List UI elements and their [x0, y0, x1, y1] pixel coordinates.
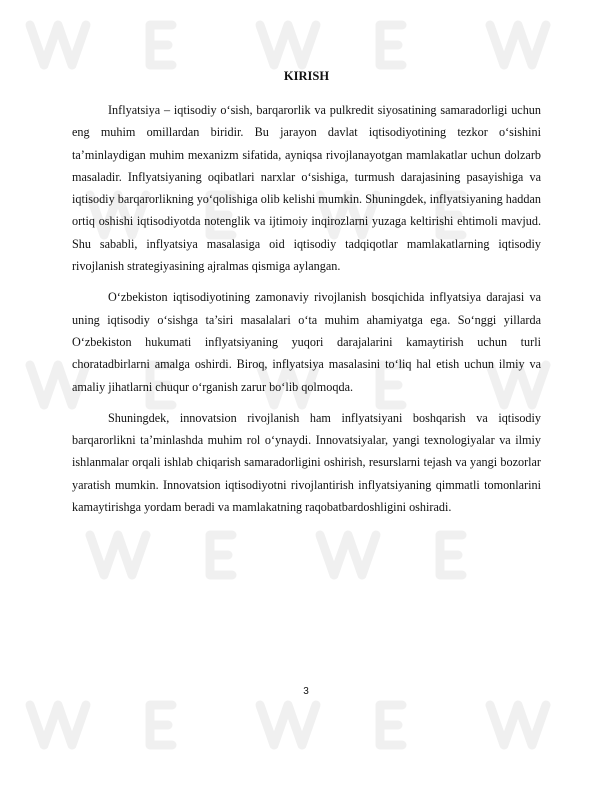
document-page: [72, 60, 541, 527]
paragraph-1: Inflyatsiya – iqtisodiy o‘sish, barqarorlik va pulkredit siyosatining samaradorligi uchun eng muhim omillardan biridir. Bu jarayon davlat iqtisodiyotining tezkor o‘sishini ta’minlaydigan muhim mexanizm sifatida, ayniqsa rivojlanayotgan mamlakatlar uchun dolzarb masaladir. Inflyatsiyaning oqibatlari narxlar o‘sishiga, turmush darajasining pasayishiga va iqtisodiy barqarorlikning yo‘qolishiga olib kelishi mumkin. Shuningdek, inflyatsiyaning haddan ortiq oshishi iqtisodiyotda notenglik va ijtimoiy inqirozlarni yuzaga keltirishi ehtimoli mavjud. Shu sababli, inflyatsiya masalasiga oid iqtisodiy tadqiqotlar mamlakatlarning iqtisodiy rivojlanish strategiyasining ajralmas qismiga aylangan.: [72, 103, 541, 274]
page-title: KIRISH: [283, 69, 330, 83]
page-number: 3: [303, 686, 309, 697]
paragraph-2: O‘zbekiston iqtisodiyotining zamonaviy rivojlanish bosqichida inflyatsiya darajasi va uning iqtisodiy o‘sishga ta’siri masalalari o‘ta muhim ahamiyatga ega. So‘nggi yillarda O‘zbekiston hukumati inflyatsiyaning yuqori darajalarini kamaytirish uchun turli choratadbirlarni amalga oshirdi. Biroq, inflyatsiya masalasini to‘liq hal etish uchun ilmiy va amaliy jihatlarni chuqur o‘rganish zarur bo‘lib qolmoqda.: [72, 290, 541, 394]
paragraph-3: Shuningdek, innovatsion rivojlanish ham inflyatsiyani boshqarish va iqtisodiy barqarorlikni ta’minlashda muhim rol o‘ynaydi. Innovatsiyalar, yangi texnologiyalar va ilmiy ishlanmalar orqali ishlab chiqarish samaradorligini oshirish, resurslarni tejash va yangi bozorlar yaratish mumkin. Innovatsion iqtisodiyotni rivojlantirish inflyatsiyaning qimmatli tomonlarini kamaytirishga yordam beradi va mamlakatning raqobatbardoshligini oshiradi.: [72, 410, 541, 515]
